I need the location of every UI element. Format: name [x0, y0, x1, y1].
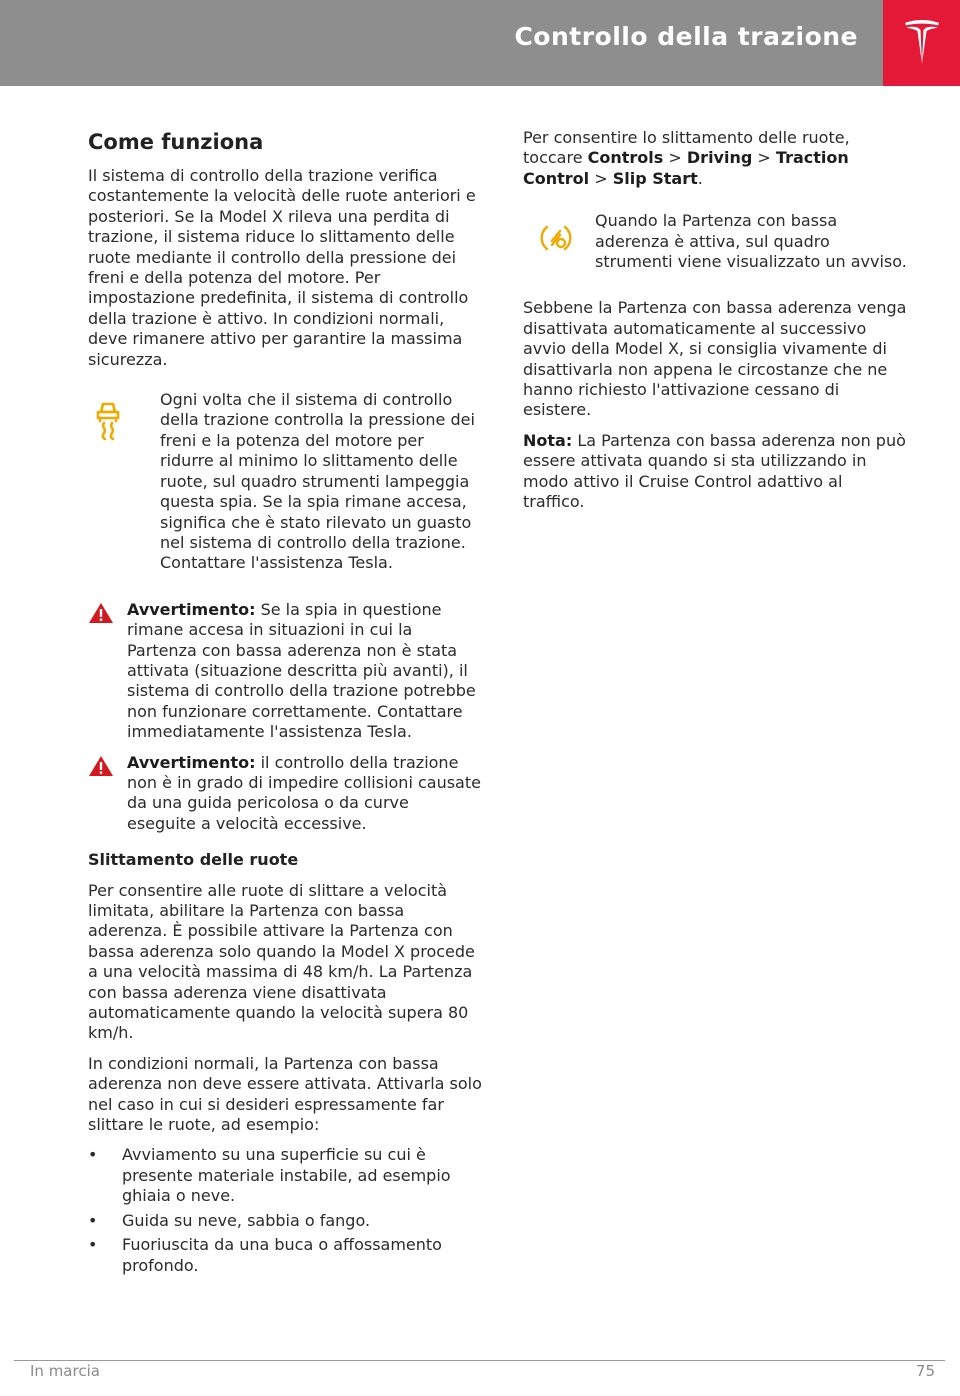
- traction-indicator-note: [88, 390, 482, 574]
- menu-path-separator: >: [594, 168, 608, 188]
- footer-section: In marcia: [30, 1362, 100, 1380]
- note-label: Nota:: [523, 430, 573, 450]
- section-heading: Come funziona: [88, 130, 264, 154]
- menu-path-separator: >: [757, 148, 771, 168]
- menu-path-item: Driving: [686, 148, 753, 168]
- slip-start-icon: [539, 221, 573, 255]
- menu-path-item: Slip Start: [612, 168, 698, 188]
- traction-indicator-text: Ogni volta che il sistema di controllo della trazione controlla la pressione dei freni e la potenza del motore per ridurre al minimo lo slittamento delle ruote, sul quadro strumenti lampeggia questa spia. Se la spia rimane accesa, significa che è stato rilevato un guasto nel sistema di controllo della trazione. Contattare l'assistenza Tesla.: [160, 390, 475, 573]
- warning-text: il controllo della trazione non è in grado di impedire collisioni causate da una guida pericolosa o da curve eseguite a velocità eccessive.: [127, 752, 481, 833]
- page-number: 75: [915, 1362, 935, 1380]
- warning-text: Se la spia in questione rimane accesa in situazioni in cui la Partenza con bassa aderenza non è stata attivata (situazione descritta più avanti), il sistema di controllo della trazione potrebbe non funzionare correttamente. Contattare immediatamente l'assistenza Tesla.: [127, 599, 476, 742]
- note-paragraph: [523, 431, 907, 513]
- bullet-glyph: •: [88, 1235, 98, 1255]
- page-title: Controllo della trazione: [514, 22, 858, 51]
- warning-label: Avvertimento:: [127, 752, 256, 772]
- advice-paragraph: Sebbene la Partenza con bassa aderenza venga disattivata automaticamente al successivo avvio della Model X, si consiglia vivamente di disattivarla non appena le circostanze che ne hanno richiesto l'attivazione cessano di esistere.: [523, 298, 907, 420]
- menu-path-item: Controls: [587, 148, 664, 168]
- bullet-glyph: •: [88, 1145, 98, 1165]
- slip-start-indicator-note: [523, 211, 907, 272]
- tesla-logo-icon: [903, 16, 941, 66]
- menu-path-paragraph: Per consentire lo slittamento delle ruote, toccare Controls > Driving > Traction Control > Slip Start.: [523, 128, 850, 188]
- right-column: [523, 128, 907, 523]
- warning-label: Avvertimento:: [127, 599, 256, 619]
- slip-paragraph-1: Per consentire alle ruote di slittare a velocità limitata, abilitare la Partenza con bassa aderenza. È possibile attivare la Partenza con bassa aderenza solo quando la Model X procede a una velocità massima di 48 km/h. La Partenza con bassa aderenza viene disattivata automaticamente quando la velocità supera 80 km/h.: [88, 880, 475, 1043]
- slip-paragraph-2: In condizioni normali, la Partenza con bassa aderenza non deve essere attivata. Attivarla solo nel caso in cui si desideri espressamente far slittare le ruote, ad esempio:: [88, 1053, 482, 1135]
- bullet-glyph: •: [88, 1210, 98, 1230]
- traction-control-icon: [88, 398, 128, 442]
- warning-triangle-icon: [88, 755, 114, 777]
- list-item: • Fuoriuscita da una buca o affossamento profondo.: [88, 1235, 442, 1275]
- list-item: • Avviamento su una superficie su cui è presente materiale instabile, ad esempio ghiaia o neve.: [88, 1145, 451, 1206]
- page-header: [0, 0, 883, 86]
- intro-paragraph: Il sistema di controllo della trazione verifica costantemente la velocità delle ruote anteriori e posteriori. Se la Model X rileva una perdita di trazione, il sistema riduce lo slittamento delle ruote mediante il controllo della pressione dei freni e della potenza del motore. Per impostazione predefinita, il sistema di controllo della trazione è attivo. In condizioni normali, deve rimanere attivo per garantire la massima sicurezza.: [88, 166, 476, 369]
- note-text: La Partenza con bassa aderenza non può essere attivata quando si sta utilizzando in modo attivo il Cruise Control adattivo al traffico.: [523, 430, 906, 512]
- warning-box: [88, 753, 482, 835]
- left-column: [88, 128, 482, 1280]
- menu-path-separator: >: [668, 148, 682, 168]
- slip-start-indicator-text: Quando la Partenza con bassa aderenza è attiva, sul quadro strumenti viene visualizzato un avviso.: [595, 211, 907, 272]
- list-item: • Guida su neve, sabbia o fango.: [88, 1210, 371, 1230]
- subsection-heading: Slittamento delle ruote: [88, 850, 299, 870]
- warning-triangle-icon: [88, 602, 114, 624]
- tesla-logo: [883, 0, 960, 86]
- warning-box: [88, 600, 482, 743]
- footer-divider: [14, 1360, 945, 1361]
- example-list: [88, 1145, 482, 1275]
- menu-path-item: Traction Control: [523, 148, 849, 188]
